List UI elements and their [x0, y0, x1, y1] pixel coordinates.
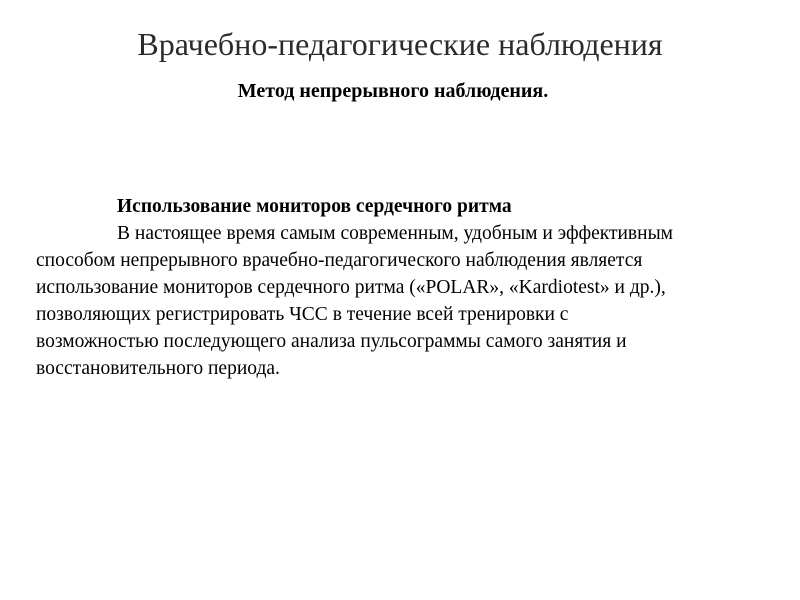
- paragraph-line: восстановительного периода.: [36, 358, 280, 379]
- slide-subtitle: Метод непрерывного наблюдения.: [237, 80, 549, 102]
- paragraph-line: использование мониторов сердечного ритма («POLAR», «Kardiotest» и др.),: [36, 277, 666, 298]
- section-heading: Использование мониторов сердечного ритма: [117, 196, 512, 217]
- slide-body: [36, 193, 766, 382]
- paragraph-line: позволяющих регистрировать ЧСС в течение всей тренировки с: [36, 304, 569, 325]
- slide-title: Врачебно-педагогические наблюдения: [137, 26, 663, 62]
- paragraph-line: В настоящее время самым современным, удобным и эффективным: [117, 223, 674, 244]
- paragraph-line: возможностью последующего анализа пульсограммы самого занятия и: [36, 331, 627, 352]
- paragraph-line: способом непрерывного врачебно-педагогического наблюдения является: [36, 250, 643, 271]
